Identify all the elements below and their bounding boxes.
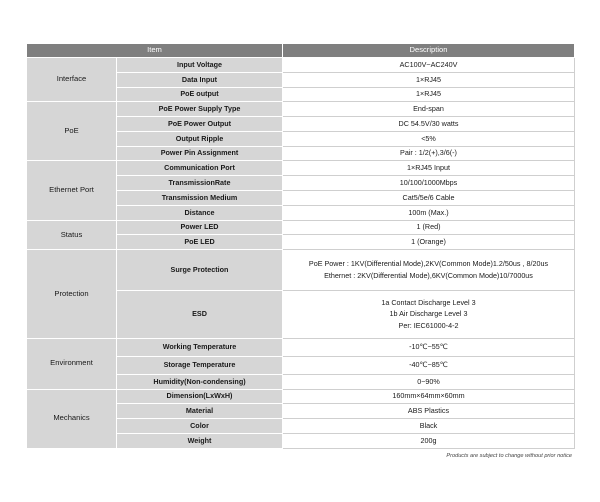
spec-item-value [283, 389, 575, 404]
spec-value-line: PoE Power : 1KV(Differential Mode),2KV(Common Mode)1.2/50us , 8/20us [308, 259, 549, 269]
header-description: Description [283, 44, 575, 58]
group-label: Ethernet Port [27, 161, 117, 220]
spec-value-line: <5% [421, 133, 436, 143]
spec-item-value [283, 250, 575, 291]
spec-value-line: 160mm×64mm×60mm [392, 391, 465, 401]
spec-item-label: Power LED [117, 220, 283, 235]
spec-value-line: 1 (Red) [416, 222, 441, 232]
spec-item-value [283, 176, 575, 191]
spec-item-value [283, 191, 575, 206]
spec-item-label: Transmission Medium [117, 191, 283, 206]
spec-value-line: -40℃~85℃ [409, 360, 448, 370]
group-label: PoE [27, 102, 117, 161]
spec-item-value [283, 291, 575, 339]
spec-value-line: AC100V~AC240V [399, 59, 458, 69]
table-row [27, 161, 575, 176]
spec-item-label: Surge Protection [117, 250, 283, 291]
spec-item-value [283, 117, 575, 132]
spec-item-value [283, 72, 575, 87]
spec-item-label: Storage Temperature [117, 356, 283, 374]
spec-value-line: 1a Contact Discharge Level 3 [381, 298, 476, 308]
spec-item-value [283, 131, 575, 146]
table-row [27, 220, 575, 235]
spec-item-label: TransmissionRate [117, 176, 283, 191]
spec-value-line: DC 54.5V/30 watts [398, 118, 459, 128]
group-label: Mechanics [27, 389, 117, 448]
table-row [27, 58, 575, 73]
spec-item-label: Input Voltage [117, 58, 283, 73]
table-row [27, 102, 575, 117]
spec-item-value [283, 433, 575, 448]
spec-item-value [283, 338, 575, 356]
spec-value-line: 100m (Max.) [408, 207, 449, 217]
spec-value-line: 0~90% [417, 376, 440, 386]
spec-value-line: 1×RJ45 [416, 74, 441, 84]
table-header-row [27, 44, 575, 58]
spec-item-label: Weight [117, 433, 283, 448]
spec-value-line: Pair : 1/2(+),3/6(-) [400, 148, 457, 158]
spec-item-label: ESD [117, 291, 283, 339]
group-label: Environment [27, 338, 117, 389]
spec-item-value [283, 205, 575, 220]
spec-value-line: 1b Air Discharge Level 3 [389, 309, 468, 319]
spec-item-value [283, 58, 575, 73]
spec-item-label: Power Pin Assignment [117, 146, 283, 161]
spec-item-label: Material [117, 404, 283, 419]
spec-item-label: Distance [117, 205, 283, 220]
spec-item-label: Data Input [117, 72, 283, 87]
spec-item-label: Working Temperature [117, 338, 283, 356]
spec-value-line: 10/100/1000Mbps [399, 178, 458, 187]
spec-value-line: Black [419, 420, 438, 430]
spec-item-value [283, 419, 575, 434]
group-label: Status [27, 220, 117, 250]
spec-item-label: PoE Power Output [117, 117, 283, 132]
spec-item-value [283, 161, 575, 176]
spec-item-label: PoE output [117, 87, 283, 102]
spec-value-line: ABS Plastics [407, 406, 450, 416]
spec-table-body [27, 58, 575, 449]
spec-item-label: Color [117, 419, 283, 434]
spec-value-line: 1 (Orange) [411, 237, 446, 247]
spec-item-label: Dimension(LxWxH) [117, 389, 283, 404]
spec-item-label: Output Ripple [117, 131, 283, 146]
header-item: Item [27, 44, 283, 58]
spec-item-label: Communication Port [117, 161, 283, 176]
spec-item-value [283, 235, 575, 250]
spec-item-value [283, 356, 575, 374]
spec-item-label: PoE Power Supply Type [117, 102, 283, 117]
spec-item-value [283, 374, 575, 389]
spec-item-label: PoE LED [117, 235, 283, 250]
table-row [27, 250, 575, 291]
spec-item-value [283, 87, 575, 102]
footnote: Products are subject to change without prior notice [446, 453, 572, 459]
spec-table [26, 43, 575, 449]
spec-item-label: Humidity(Non-condensing) [117, 374, 283, 389]
spec-item-value [283, 146, 575, 161]
spec-value-line: Cat5/5e/6 Cable [402, 192, 455, 202]
spec-item-value [283, 220, 575, 235]
spec-value-line: 1×RJ45 Input [407, 163, 450, 173]
spec-value-line: End-span [413, 104, 444, 114]
group-label: Interface [27, 58, 117, 102]
spec-value-line: -10℃~55℃ [409, 342, 448, 352]
spec-value-line: Per: IEC61000-4-2 [398, 320, 459, 330]
table-row [27, 338, 575, 356]
spec-value-line: 200g [420, 435, 437, 445]
spec-value-line: 1×RJ45 [416, 89, 441, 99]
spec-item-value [283, 404, 575, 419]
group-label: Protection [27, 250, 117, 339]
spec-item-value [283, 102, 575, 117]
table-row [27, 389, 575, 404]
spec-value-line: Ethernet : 2KV(Differential Mode),6KV(Common Mode)10/7000us [324, 270, 533, 280]
